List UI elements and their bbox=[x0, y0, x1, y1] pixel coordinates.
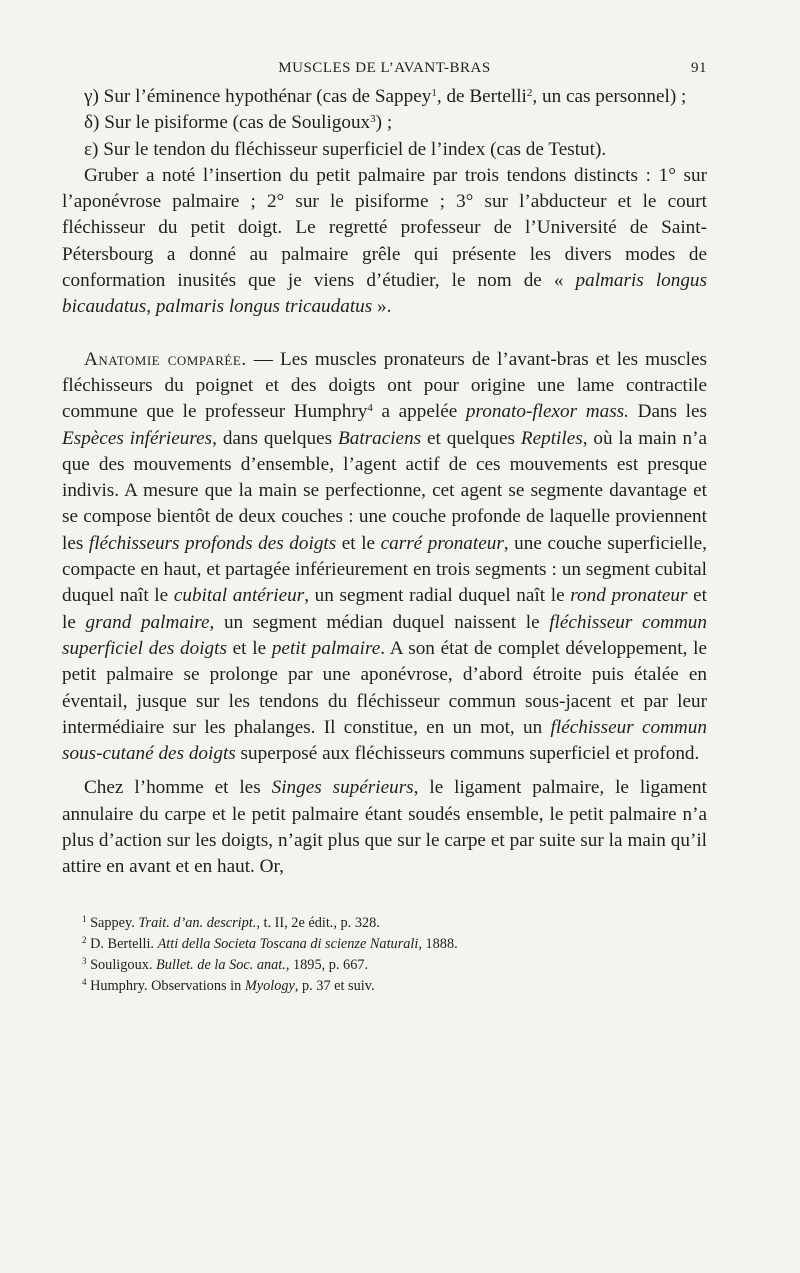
italic-term: Singes supérieurs bbox=[271, 777, 414, 799]
text-run: , le ligament palmaire, le ligament annulaire du carpe et le petit palmaire étant soudés ensemble, le petit palmaire n’a plus d’action sur les doigts, n’agit plus que sur le carpe et par suite sur la main qu’il attire en avant et en haut. Or, bbox=[62, 777, 707, 878]
footnote-ref: 4 bbox=[367, 402, 373, 415]
text-run: , 1888. bbox=[418, 935, 458, 952]
text-run: superposé aux fléchisseurs communs superficiel et profond. bbox=[235, 743, 700, 765]
footnote-number: 1 bbox=[82, 913, 87, 924]
text-run: ) ; bbox=[375, 112, 393, 134]
text-run: Chez l’homme et les bbox=[84, 777, 272, 799]
italic-term: rond pronateur bbox=[570, 585, 688, 607]
footnotes bbox=[62, 913, 707, 997]
italic-term: palmaris longus bicaudatus bbox=[62, 270, 707, 318]
italic-term: cubital antérieur bbox=[173, 585, 305, 607]
italic-term: fléchisseur commun sous-cutané des doigts bbox=[62, 716, 707, 765]
italic-term: Espèces inférieures bbox=[62, 427, 213, 449]
footnote-ref: 3 bbox=[370, 113, 376, 126]
text-run: . A son état de complet développement, le petit palmaire se prolonge par une aponévrose, d’abord étroite puis étalée en éventail, jusque sur les tendons du fléchisseur commun sous-jacent et par leur intermédiaire sur les phalanges. Il constitue, en un mot, un bbox=[62, 637, 707, 738]
item-marker: γ) bbox=[84, 86, 99, 107]
text-run: Gruber a noté l’insertion du petit palmaire par trois tendons distincts : 1° sur l’aponévrose palmaire ; 2° sur le pisiforme ; 3° sur l’abducteur et le court fléchisseur du petit doigt. Le regretté professeur de l’Université de Saint-Pétersbourg a donné au palmaire grêle qui présente les divers modes de conformation inusités que je viens d’étudier, le nom de « bbox=[62, 164, 707, 292]
footnote-2 bbox=[62, 934, 707, 955]
italic-term: fléchisseur commun superficiel des doigts bbox=[62, 611, 707, 659]
italic-term: carré pronateur bbox=[380, 532, 504, 554]
italic-term: palmaris longus tricaudatus bbox=[155, 296, 373, 318]
text-run: , une couche superficielle, compacte en haut, et partagée inférieurement en trois segments : un segment cubital duquel naît le bbox=[62, 532, 707, 607]
text-run: Sappey. bbox=[86, 914, 139, 931]
text-run: et le bbox=[226, 637, 272, 659]
footnote-ref: 2 bbox=[526, 87, 533, 99]
footnote-number: 4 bbox=[82, 976, 87, 987]
text-run: , 1895, p. 667. bbox=[285, 956, 369, 973]
item-marker: δ) bbox=[84, 112, 100, 134]
italic-term: Batraciens bbox=[338, 427, 422, 449]
book-page bbox=[62, 56, 707, 1246]
italic-term: Trait. d’an. descript. bbox=[138, 914, 257, 931]
text-run: et le bbox=[336, 532, 381, 554]
running-title: MUSCLES DE L’AVANT-BRAS bbox=[278, 60, 491, 76]
text-run: , un segment radial duquel naît le bbox=[304, 585, 571, 607]
body-text bbox=[62, 84, 707, 881]
text-run: , bbox=[146, 296, 156, 318]
text-run: Humphry. Observations in bbox=[86, 977, 245, 994]
text-run: et quelques bbox=[421, 427, 521, 449]
italic-term: pronato-flexor mass. bbox=[465, 401, 629, 423]
item-marker: ε) bbox=[84, 138, 99, 160]
text-run: , un segment médian duquel naissent le bbox=[209, 611, 550, 633]
item-epsilon bbox=[62, 137, 707, 163]
text-run: , où la main n’a que des mouvements d’ensemble, l’agent actif de ces mouvements est presque indivis. A mesure que la main se perfectionne, cet agent se segmente davantage et se compose bientôt de deux couches : une couche profonde de laquelle proviennent les bbox=[62, 427, 707, 554]
item-gamma bbox=[62, 84, 707, 110]
footnote-4 bbox=[62, 976, 707, 997]
text-run: D. Bertelli. bbox=[86, 935, 158, 952]
page-number: 91 bbox=[691, 60, 707, 76]
italic-term: Reptiles bbox=[520, 427, 583, 449]
text-run: a appelée bbox=[372, 401, 466, 423]
footnote-3 bbox=[62, 955, 707, 976]
text-run: Sur l’éminence hypothénar (cas de Sappey bbox=[98, 86, 432, 107]
paragraph-chez-l-homme bbox=[62, 775, 707, 880]
text-run: , un cas personnel) ; bbox=[532, 86, 687, 107]
italic-term: petit palmaire bbox=[271, 637, 381, 659]
footnote-number: 2 bbox=[82, 934, 87, 945]
footnote-1 bbox=[62, 913, 707, 934]
text-run: , dans quelques bbox=[212, 427, 338, 449]
item-delta bbox=[62, 110, 707, 136]
running-head bbox=[62, 56, 707, 84]
text-run: — Les muscles pronateurs de l’avant-bras et les muscles fléchisseurs du poignet et des doigts ont pour origine une lame contractile commune que le professeur Humphry bbox=[62, 348, 707, 423]
paragraph-gruber bbox=[62, 163, 707, 321]
text-run: , de Bertelli bbox=[436, 86, 527, 107]
section-heading: Anatomie comparée. bbox=[84, 348, 247, 370]
italic-term: fléchisseurs profonds des doigts bbox=[88, 532, 337, 554]
text-run: , p. 37 et suiv. bbox=[294, 977, 375, 994]
italic-term: Myology bbox=[244, 977, 295, 994]
text-run: Sur le tendon du fléchisseur superficiel de l’index (cas de Testut). bbox=[98, 138, 607, 160]
text-run: Sur le pisiforme (cas de Souligoux bbox=[99, 112, 371, 134]
text-run: et le bbox=[62, 585, 707, 633]
footnote-number: 3 bbox=[82, 955, 87, 966]
italic-term: Atti della Societa Toscana di scienze Naturali bbox=[157, 935, 419, 952]
footnote-ref: 1 bbox=[431, 87, 437, 99]
text-run: ». bbox=[372, 296, 392, 318]
italic-term: grand palmaire bbox=[85, 611, 210, 633]
text-run: Souligoux. bbox=[86, 956, 157, 973]
italic-term: Bullet. de la Soc. anat. bbox=[156, 956, 286, 973]
text-run: Dans les bbox=[628, 401, 707, 423]
paragraph-anatomie-comparee bbox=[62, 347, 707, 768]
text-run: , t. II, 2e édit., p. 328. bbox=[256, 914, 380, 931]
